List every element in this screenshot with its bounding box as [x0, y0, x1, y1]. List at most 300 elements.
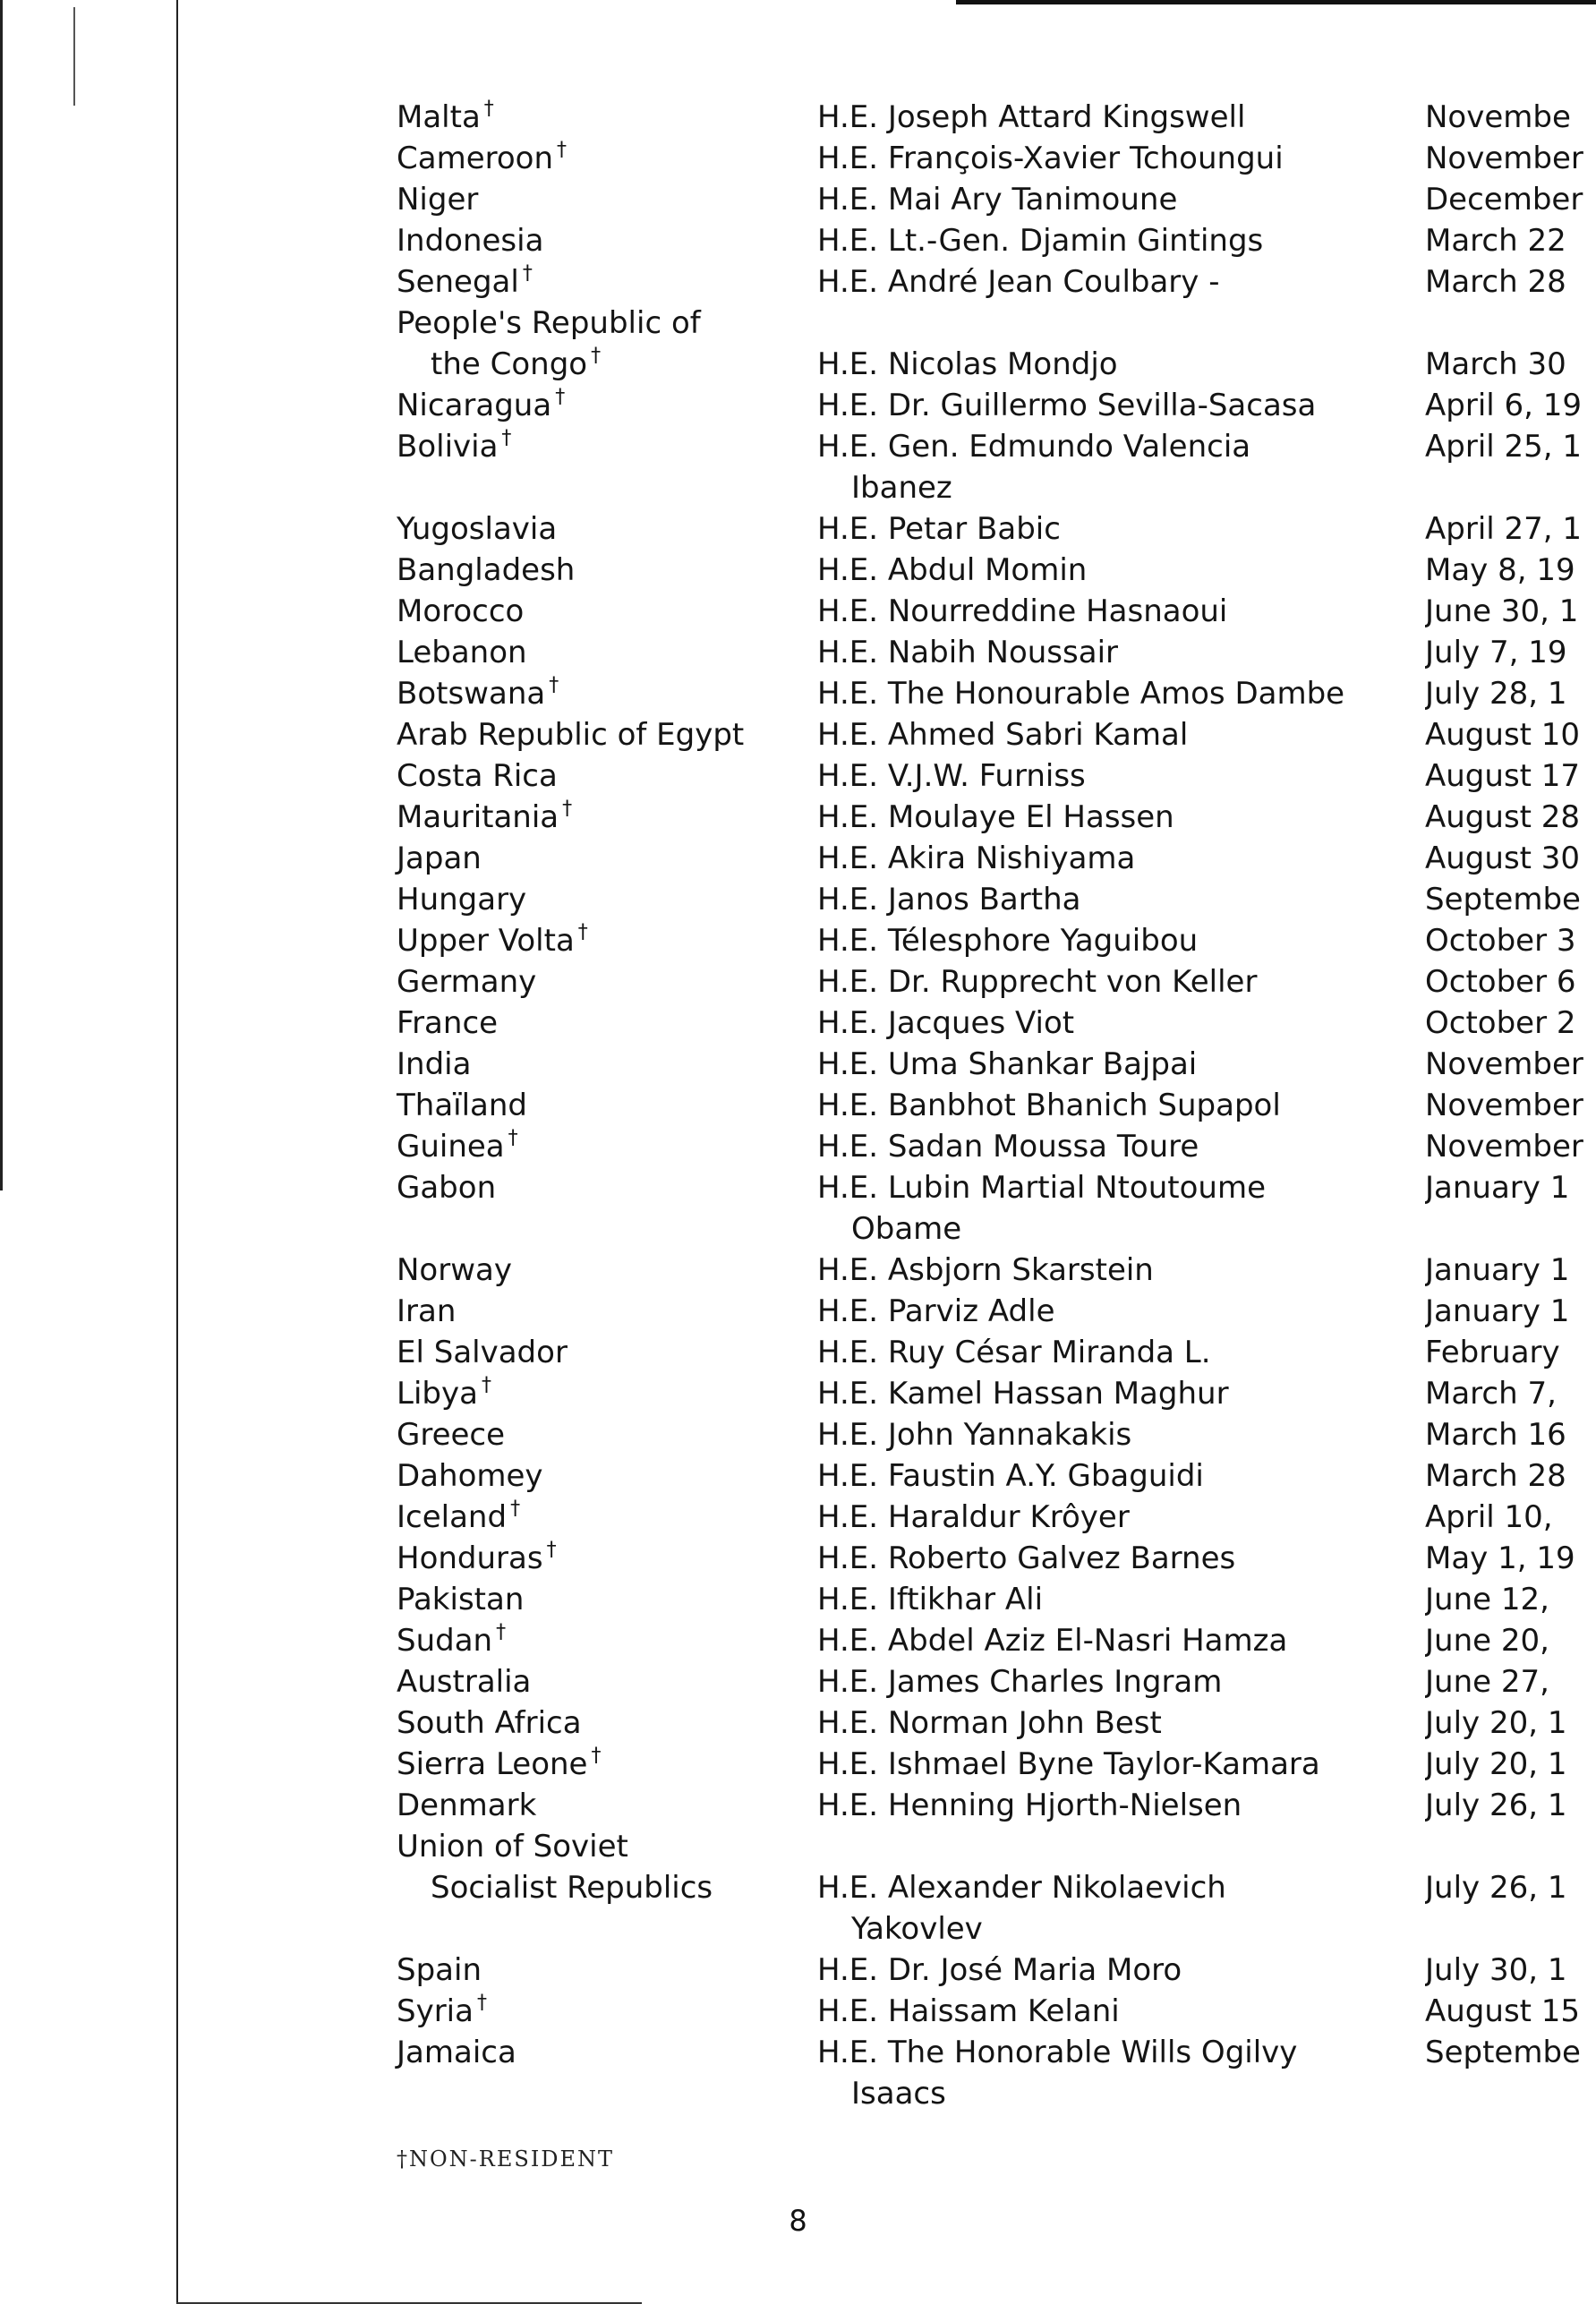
ambassador-name: H.E. Nabih Noussair	[817, 635, 1118, 670]
non-resident-dagger-icon: †	[549, 674, 559, 696]
country-cell	[397, 1126, 518, 1167]
credential-date-cell	[1425, 1826, 1596, 1908]
ambassador-cell	[817, 1826, 1226, 1950]
country-text: Norway	[397, 1252, 512, 1288]
ambassador-cell	[817, 1085, 1281, 1126]
ambassador-name: H.E. Moulaye El Hassen	[817, 799, 1174, 835]
table-row	[397, 673, 1596, 714]
country-name	[397, 879, 526, 920]
credential-date: November	[1425, 1046, 1583, 1082]
ambassador-name: Obame	[851, 1211, 962, 1247]
non-resident-dagger-icon: †	[591, 345, 602, 367]
country-name	[397, 179, 478, 220]
country-text: Cameroon	[397, 141, 553, 176]
country-name	[397, 1373, 491, 1414]
ambassador-name: H.E. The Honourable Amos Dambe	[817, 676, 1345, 712]
country-text: Hungary	[397, 882, 527, 917]
credential-date: June 27,	[1425, 1664, 1549, 1700]
ambassador-cell	[817, 303, 1118, 385]
table-row	[397, 920, 1596, 961]
ambassador-cell	[817, 879, 1080, 920]
ambassador-cell	[817, 1702, 1162, 1744]
ambassador-name: H.E. Iftikhar Ali	[817, 1582, 1044, 1617]
ambassador-name: H.E. Nicolas Mondjo	[817, 346, 1118, 382]
country-cell	[397, 1991, 487, 2032]
table-row	[397, 426, 1596, 508]
country-cell	[397, 1579, 524, 1620]
credential-date: January 1	[1425, 1293, 1570, 1329]
credential-date-cell	[1425, 1497, 1596, 1538]
country-text: South Africa	[397, 1705, 582, 1741]
credential-date-cell	[1425, 1250, 1596, 1291]
table-row	[397, 2032, 1596, 2114]
table-row	[397, 1661, 1596, 1702]
ambassador-name: H.E. Gen. Edmundo Valencia	[817, 429, 1251, 465]
table-row	[397, 1373, 1596, 1414]
table-row	[397, 1250, 1596, 1291]
credential-date-cell	[1425, 508, 1596, 550]
credential-date: April 27, 1	[1425, 511, 1583, 547]
country-cell	[397, 1455, 543, 1497]
country-name	[397, 1785, 536, 1826]
table-row	[397, 508, 1596, 550]
credential-date-cell	[1425, 838, 1596, 879]
country-name	[397, 1003, 498, 1044]
ambassador-cell	[817, 1250, 1154, 1291]
ambassador-name: H.E. Télesphore Yaguibou	[817, 923, 1199, 959]
country-text: Lebanon	[397, 635, 527, 670]
ambassador-name: H.E. Haissam Kelani	[817, 1993, 1120, 2029]
country-cell	[397, 1620, 506, 1661]
country-text: Senegal	[397, 264, 519, 300]
country-text: Bolivia	[397, 429, 499, 465]
country-text: Upper Volta	[397, 923, 575, 959]
country-name	[397, 673, 559, 714]
credential-date-cell	[1425, 1085, 1596, 1126]
country-text: Bangladesh	[397, 552, 576, 588]
credential-date: November	[1425, 1129, 1583, 1165]
table-row	[397, 838, 1596, 879]
scan-mark	[0, 0, 3, 1190]
country-name	[397, 1538, 557, 1579]
country-cell	[397, 755, 558, 797]
ambassador-cell	[817, 1373, 1229, 1414]
ambassador-cell	[817, 1620, 1287, 1661]
credential-date: August 15	[1425, 1993, 1581, 2029]
non-resident-dagger-icon: †	[501, 427, 512, 449]
ambassador-cell	[817, 385, 1316, 426]
credential-date: October 3	[1425, 923, 1576, 959]
credential-date-cell	[1425, 303, 1596, 385]
credential-date-cell	[1425, 179, 1596, 220]
non-resident-dagger-icon: †	[577, 921, 588, 943]
country-cell	[397, 1332, 568, 1373]
country-text: Sierra Leone	[397, 1746, 588, 1782]
country-name	[397, 138, 567, 179]
country-cell	[397, 550, 575, 591]
ambassador-cell	[817, 179, 1177, 220]
ambassador-cell	[817, 1455, 1204, 1497]
ambassador-list	[397, 97, 1596, 2114]
country-name	[397, 961, 536, 1003]
country-text: Socialist Republics	[431, 1870, 713, 1906]
ambassador-cell	[817, 838, 1135, 879]
country-cell	[397, 1044, 471, 1085]
ambassador-cell	[817, 1332, 1211, 1373]
credential-date: March 7,	[1425, 1376, 1557, 1412]
country-cell	[397, 1538, 557, 1579]
country-text: the Congo	[431, 346, 588, 382]
credential-date: Septembe	[1425, 2035, 1581, 2070]
country-name	[397, 426, 511, 467]
table-row	[397, 385, 1596, 426]
credential-date: June 30, 1	[1425, 593, 1579, 629]
country-cell	[397, 673, 559, 714]
country-cell	[397, 261, 533, 303]
table-row	[397, 97, 1596, 138]
credential-date: March 22	[1425, 223, 1566, 259]
country-name	[397, 838, 482, 879]
country-name	[397, 344, 701, 385]
country-name	[397, 632, 527, 673]
credential-date: April 25, 1	[1425, 429, 1583, 465]
credential-date-cell	[1425, 797, 1596, 838]
ambassador-cell	[817, 1003, 1074, 1044]
ambassador-cell	[817, 920, 1198, 961]
table-row	[397, 1826, 1596, 1950]
country-cell	[397, 138, 567, 179]
table-row	[397, 1497, 1596, 1538]
ambassador-name: H.E. Abdel Aziz El-Nasri Hamza	[817, 1623, 1288, 1659]
ambassador-name: H.E. André Jean Coulbary -	[817, 264, 1220, 300]
credential-date-cell	[1425, 1126, 1596, 1167]
credential-date-cell	[1425, 879, 1596, 920]
ambassador-cell	[817, 138, 1284, 179]
country-cell	[397, 508, 557, 550]
credential-date: July 20, 1	[1425, 1746, 1567, 1782]
ambassador-cell	[817, 1538, 1235, 1579]
credential-date-cell	[1425, 1414, 1596, 1455]
table-row	[397, 1085, 1596, 1126]
country-cell	[397, 961, 536, 1003]
credential-date: June 12,	[1425, 1582, 1549, 1617]
table-row	[397, 1785, 1596, 1826]
country-text: India	[397, 1046, 472, 1082]
country-name	[397, 220, 543, 261]
country-cell	[397, 220, 543, 261]
ambassador-name: H.E. François-Xavier Tchoungui	[817, 141, 1284, 176]
country-name	[397, 303, 701, 344]
ambassador-name: H.E. Ahmed Sabri Kamal	[817, 717, 1189, 753]
credential-date: July 26, 1	[1425, 1788, 1567, 1823]
credential-date: May 1, 19	[1425, 1540, 1575, 1576]
country-text: Nicaragua	[397, 388, 552, 423]
credential-date-cell	[1425, 1373, 1596, 1414]
country-text: Malta	[397, 99, 481, 135]
credential-date-cell	[1425, 426, 1596, 467]
country-name	[397, 1126, 518, 1167]
credential-date-cell	[1425, 138, 1596, 179]
credential-date: January 1	[1425, 1252, 1570, 1288]
ambassador-name: H.E. V.J.W. Furniss	[817, 758, 1086, 794]
country-name	[397, 591, 524, 632]
table-row	[397, 1291, 1596, 1332]
ambassador-name: H.E. Kamel Hassan Maghur	[817, 1376, 1229, 1412]
page-edge-left	[176, 0, 178, 2304]
ambassador-cell	[817, 1785, 1242, 1826]
credential-date: March 16	[1425, 1417, 1566, 1453]
ambassador-cell	[817, 508, 1061, 550]
non-resident-dagger-icon: †	[510, 1498, 521, 1520]
credential-date-cell	[1425, 2032, 1596, 2073]
country-text: Jamaica	[397, 2035, 516, 2070]
credential-date-cell	[1425, 1291, 1596, 1332]
country-text: El Salvador	[397, 1335, 568, 1370]
credential-date-cell	[1425, 1991, 1596, 2032]
ambassador-cell	[817, 1291, 1055, 1332]
ambassador-name	[817, 1826, 1226, 1867]
ambassador-name: H.E. Dr. Rupprecht von Keller	[817, 964, 1258, 1000]
credential-date: October 2	[1425, 1005, 1576, 1041]
table-row	[397, 1538, 1596, 1579]
ambassador-name: H.E. Alexander Nikolaevich	[817, 1870, 1226, 1906]
country-text: Sudan	[397, 1623, 493, 1659]
table-row	[397, 961, 1596, 1003]
table-row	[397, 261, 1596, 303]
ambassador-cell	[817, 797, 1174, 838]
table-row	[397, 179, 1596, 220]
table-row	[397, 138, 1596, 179]
country-name	[397, 550, 575, 591]
credential-date: January 1	[1425, 1170, 1570, 1206]
country-text: Syria	[397, 1993, 474, 2029]
country-name	[397, 97, 494, 138]
credential-date	[1425, 1826, 1596, 1867]
country-name	[397, 1497, 520, 1538]
credential-date-cell	[1425, 673, 1596, 714]
credential-date: Septembe	[1425, 882, 1581, 917]
table-row	[397, 1620, 1596, 1661]
country-cell	[397, 303, 701, 385]
country-text: Australia	[397, 1664, 532, 1700]
table-row	[397, 220, 1596, 261]
ambassador-name	[817, 303, 1118, 344]
country-name	[397, 1579, 524, 1620]
ambassador-cell	[817, 220, 1263, 261]
ambassador-name: H.E. Nourreddine Hasnaoui	[817, 593, 1228, 629]
ambassador-cell	[817, 632, 1118, 673]
country-name	[397, 1414, 505, 1455]
credential-date: August 30	[1425, 841, 1581, 876]
ambassador-name: H.E. Mai Ary Tanimoune	[817, 182, 1178, 218]
table-row	[397, 1579, 1596, 1620]
country-cell	[397, 1785, 536, 1826]
credential-date-cell	[1425, 220, 1596, 261]
country-text: Greece	[397, 1417, 506, 1453]
table-row	[397, 591, 1596, 632]
non-resident-dagger-icon: †	[481, 1374, 491, 1396]
country-cell	[397, 179, 478, 220]
credential-date: July 30, 1	[1425, 1952, 1567, 1988]
credential-date: December	[1425, 182, 1583, 218]
non-resident-dagger-icon: †	[508, 1127, 518, 1149]
ambassador-cell	[817, 1167, 1266, 1250]
credential-date: November	[1425, 141, 1583, 176]
credential-date-cell	[1425, 385, 1596, 426]
credential-date-cell	[1425, 1003, 1596, 1044]
ambassador-cell	[817, 426, 1250, 508]
country-name	[397, 920, 588, 961]
credential-date: July 26, 1	[1425, 1870, 1567, 1906]
credential-date-cell	[1425, 1661, 1596, 1702]
ambassador-cell	[817, 755, 1086, 797]
page-edge-top	[956, 0, 1596, 4]
table-row	[397, 755, 1596, 797]
credential-date-cell	[1425, 632, 1596, 673]
country-cell	[397, 1497, 520, 1538]
country-cell	[397, 1250, 512, 1291]
ambassador-name: H.E. Akira Nishiyama	[817, 841, 1136, 876]
scan-mark	[73, 7, 75, 106]
non-resident-dagger-icon: †	[483, 98, 494, 120]
credential-date-cell	[1425, 1620, 1596, 1661]
country-name	[397, 1455, 543, 1497]
country-name	[397, 1867, 713, 1908]
table-row	[397, 1414, 1596, 1455]
credential-date: November	[1425, 1088, 1583, 1123]
country-name	[397, 2032, 516, 2073]
ambassador-name: Yakovlev	[851, 1911, 983, 1947]
country-cell	[397, 1414, 505, 1455]
country-name	[397, 385, 565, 426]
country-name	[397, 1291, 456, 1332]
ambassador-name: H.E. Haraldur Krôyer	[817, 1499, 1130, 1535]
country-text: Denmark	[397, 1788, 537, 1823]
country-name	[397, 1044, 471, 1085]
ambassador-name: H.E. Lt.-Gen. Djamin Gintings	[817, 223, 1264, 259]
credential-date: March 28	[1425, 264, 1566, 300]
credential-date	[1425, 303, 1596, 344]
ambassador-name: H.E. James Charles Ingram	[817, 1664, 1223, 1700]
ambassador-name: Ibanez	[851, 470, 952, 506]
country-text: Pakistan	[397, 1582, 525, 1617]
ambassador-cell	[817, 673, 1344, 714]
ambassador-cell	[817, 550, 1087, 591]
credential-date-cell	[1425, 550, 1596, 591]
non-resident-dagger-icon: †	[476, 1992, 487, 2014]
ambassador-name: H.E. Uma Shankar Bajpai	[817, 1046, 1198, 1082]
ambassador-name: H.E. Faustin A.Y. Gbaguidi	[817, 1458, 1204, 1494]
country-name	[397, 1085, 527, 1126]
country-cell	[397, 1744, 601, 1785]
ambassador-name: H.E. The Honorable Wills Ogilvy	[817, 2035, 1298, 2070]
country-text: Mauritania	[397, 799, 559, 835]
country-name	[397, 1991, 487, 2032]
ambassador-name: H.E. Sadan Moussa Toure	[817, 1129, 1199, 1165]
credential-date-cell	[1425, 714, 1596, 755]
ambassador-cell	[817, 1414, 1131, 1455]
country-cell	[397, 591, 524, 632]
ambassador-cell	[817, 961, 1257, 1003]
table-row	[397, 303, 1596, 385]
table-row	[397, 1167, 1596, 1250]
credential-date-cell	[1425, 97, 1596, 138]
ambassador-cell	[817, 1579, 1043, 1620]
ambassador-name: H.E. Petar Babic	[817, 511, 1061, 547]
table-row	[397, 1044, 1596, 1085]
non-resident-dagger-icon: †	[496, 1621, 507, 1643]
ambassador-name: H.E. Janos Bartha	[817, 882, 1081, 917]
country-text: Morocco	[397, 593, 525, 629]
ambassador-name: H.E. Roberto Galvez Barnes	[817, 1540, 1236, 1576]
non-resident-dagger-icon: †	[591, 1745, 602, 1767]
ambassador-cell	[817, 1044, 1197, 1085]
table-row	[397, 1455, 1596, 1497]
table-row	[397, 1003, 1596, 1044]
country-text: Dahomey	[397, 1458, 543, 1494]
ambassador-cell	[817, 97, 1245, 138]
country-name	[397, 1250, 512, 1291]
ambassador-cell	[817, 1497, 1130, 1538]
credential-date-cell	[1425, 1538, 1596, 1579]
footnote: †NON-RESIDENT	[397, 2146, 615, 2172]
credential-date: April 10,	[1425, 1499, 1553, 1535]
country-text: Thaïland	[397, 1088, 528, 1123]
country-text: Niger	[397, 182, 479, 218]
country-text: Indonesia	[397, 223, 544, 259]
country-cell	[397, 838, 482, 879]
country-text: Costa Rica	[397, 758, 558, 794]
non-resident-dagger-icon: †	[546, 1539, 557, 1561]
ambassador-name: Isaacs	[851, 2076, 946, 2112]
table-row	[397, 1126, 1596, 1167]
country-cell	[397, 920, 588, 961]
country-name	[397, 1826, 713, 1867]
country-cell	[397, 714, 744, 755]
country-cell	[397, 385, 565, 426]
non-resident-dagger-icon: †	[557, 139, 567, 161]
ambassador-name: H.E. Jacques Viot	[817, 1005, 1075, 1041]
table-row	[397, 1950, 1596, 1991]
credential-date-cell	[1425, 1950, 1596, 1991]
country-text: Spain	[397, 1952, 482, 1988]
table-row	[397, 797, 1596, 838]
country-text: Yugoslavia	[397, 511, 558, 547]
credential-date-cell	[1425, 755, 1596, 797]
country-text: France	[397, 1005, 499, 1041]
country-cell	[397, 1167, 496, 1208]
credential-date-cell	[1425, 1044, 1596, 1085]
country-cell	[397, 1702, 582, 1744]
country-cell	[397, 2032, 516, 2073]
credential-date: July 28, 1	[1425, 676, 1567, 712]
country-cell	[397, 879, 526, 920]
table-row	[397, 550, 1596, 591]
page-number: 8	[789, 2204, 807, 2238]
country-name	[397, 1167, 496, 1208]
credential-date: March 30	[1425, 346, 1566, 382]
ambassador-name: H.E. Dr. Guillermo Sevilla-Sacasa	[817, 388, 1317, 423]
table-row	[397, 879, 1596, 920]
ambassador-cell	[817, 1744, 1320, 1785]
country-text: Libya	[397, 1376, 478, 1412]
credential-date-cell	[1425, 1167, 1596, 1208]
country-name	[397, 1661, 531, 1702]
ambassador-cell	[817, 1991, 1120, 2032]
credential-date: February	[1425, 1335, 1560, 1370]
ambassador-cell	[817, 261, 1220, 303]
table-row	[397, 632, 1596, 673]
